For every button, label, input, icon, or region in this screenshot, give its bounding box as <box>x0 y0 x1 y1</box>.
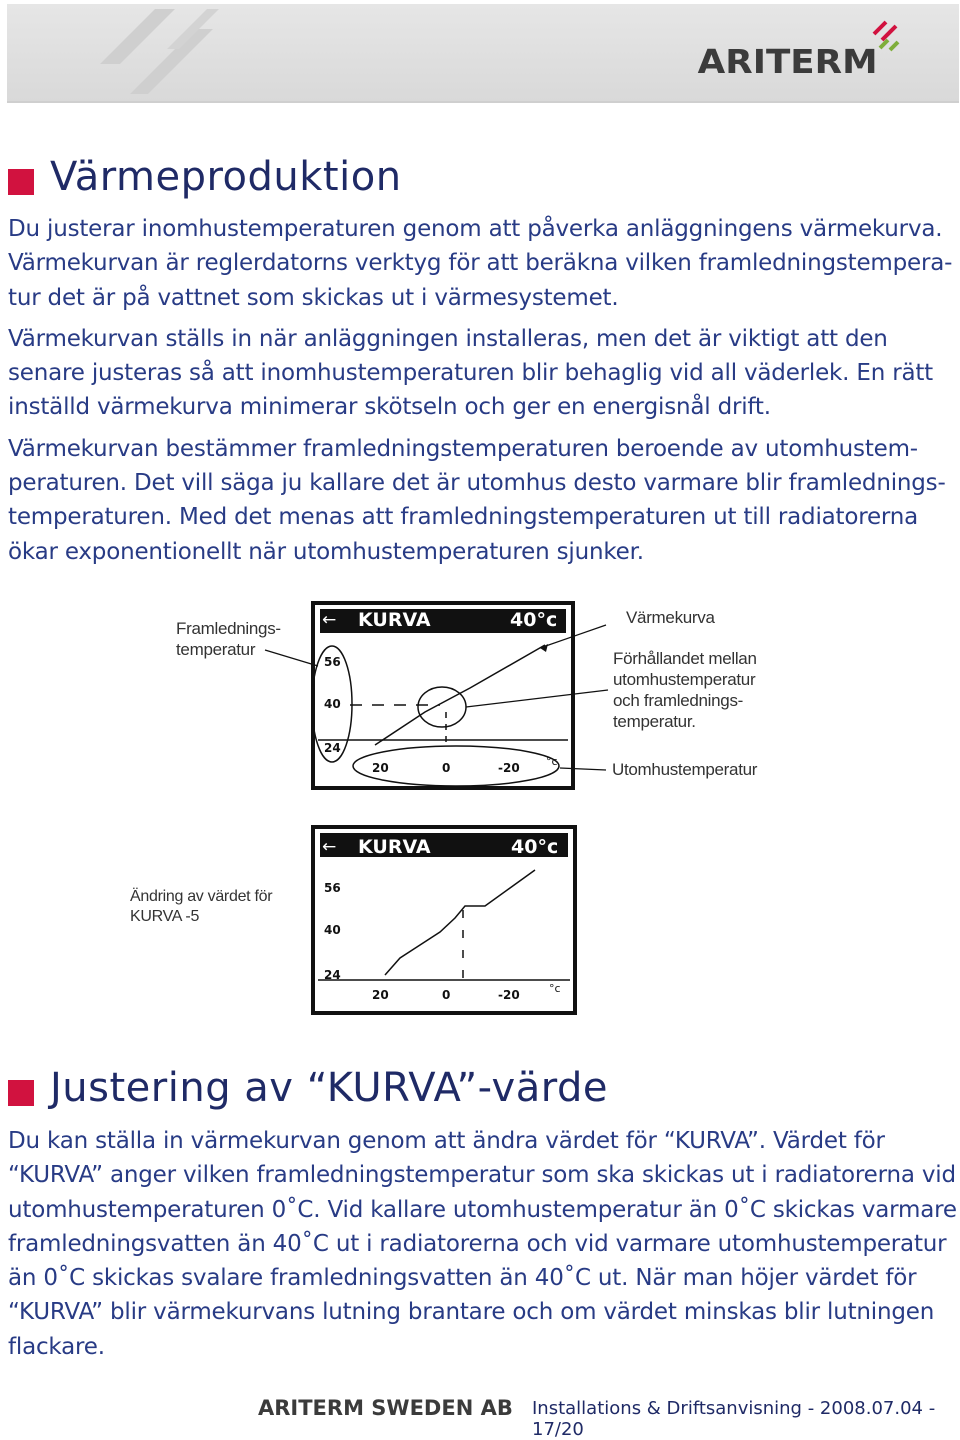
heading-square-icon <box>8 169 34 195</box>
y-tick: 56 <box>324 655 341 669</box>
screen-title: KURVA <box>358 609 431 631</box>
footer-info: Installations & Driftsanvisning - 2008.07.04 - 17/20 <box>532 1398 936 1440</box>
label-supply-temp: Framlednings- temperatur <box>176 619 281 659</box>
y-tick: 40 <box>324 697 341 711</box>
decorative-stripes <box>95 4 225 101</box>
section-title-varmeproduktion: Värmeproduktion <box>50 154 402 200</box>
ariterm-logo: ARITERM <box>698 42 878 81</box>
screen-value: 40°c <box>511 836 559 858</box>
label-outdoor-temp: Utomhustemperatur <box>612 760 758 779</box>
label-relation: Förhållandet mellan utomhustemperatur och framlednings- temperatur. <box>613 649 757 731</box>
x-tick: 20 <box>372 988 389 1002</box>
x-tick: 20 <box>372 761 389 775</box>
x-tick: 0 <box>442 761 451 775</box>
footer-brand: ARITERM SWEDEN AB <box>258 1396 513 1420</box>
label-change-value: Ändring av värdet för KURVA -5 <box>130 888 273 925</box>
x-tick: 0 <box>442 988 451 1002</box>
screen-value: 40°c <box>510 609 558 631</box>
screen-back-icon: ← <box>322 610 337 630</box>
figure-2 <box>120 822 590 1022</box>
y-tick: 40 <box>324 923 341 937</box>
logo-mark-icon <box>870 20 902 56</box>
label-curve: Värmekurva <box>626 608 715 627</box>
y-tick: 56 <box>324 881 341 895</box>
paragraph: Du justerar inomhustemperaturen genom att påverka anläggningens värmekurva. Värmekurvan är reglerdatorns verktyg för att beräkna vilken framledningstempera-tur det är på vattnet som skickas ut i värmesystemet. <box>8 216 953 311</box>
x-unit: °c <box>546 755 558 768</box>
x-unit: °c <box>549 982 561 995</box>
paragraph: Värmekurvan ställs in när anläggningen installeras, men det är viktigt att den senare justeras så att inomhustemperaturen blir behaglig vid all väderlek. En rätt inställd värmekurva minimerar skötseln och ger en energisnål drift. <box>8 325 934 421</box>
section1-body <box>8 212 958 576</box>
x-tick: -20 <box>498 761 520 775</box>
paragraph: Värmekurvan bestämmer framledningstemperaturen beroende av utomhustem-peraturen. Det vill säga ju kallare det är utomhus desto varmare blir framlednings-temperaturen. Med det menas att framledningstemperaturen ut till radiatorerna ökar exponentionellt när utomhustemperaturen sjunker. <box>8 435 946 565</box>
y-tick: 24 <box>324 741 341 755</box>
heading-square-icon <box>8 1080 34 1106</box>
y-tick: 24 <box>324 968 341 982</box>
section-title-justering: Justering av “KURVA”-värde <box>50 1065 608 1111</box>
section2-body <box>8 1124 958 1371</box>
screen-back-icon: ← <box>322 837 337 857</box>
figure-1 <box>150 598 810 798</box>
x-tick: -20 <box>498 988 520 1002</box>
screen-title: KURVA <box>358 836 431 858</box>
paragraph: Du kan ställa in värmekurvan genom att ändra värdet för “KURVA”. Värdet för “KURVA” anger vilken framledningstemperatur som ska skickas ut i radiatorerna vid utomhustemperaturen 0˚C. Vid kallare utomhustemperatur än 0˚C skickas varmare framledningsvatten än 40˚C ut i radiatorerna och vid varmare utomhustemperatur än 0˚C skickas svalare framledningsvatten än 40˚C ut. När man höjer värdet för “KURVA” blir värmekurvans lutning brantare och om värdet minskas blir lutningen flackare. <box>8 1128 957 1360</box>
